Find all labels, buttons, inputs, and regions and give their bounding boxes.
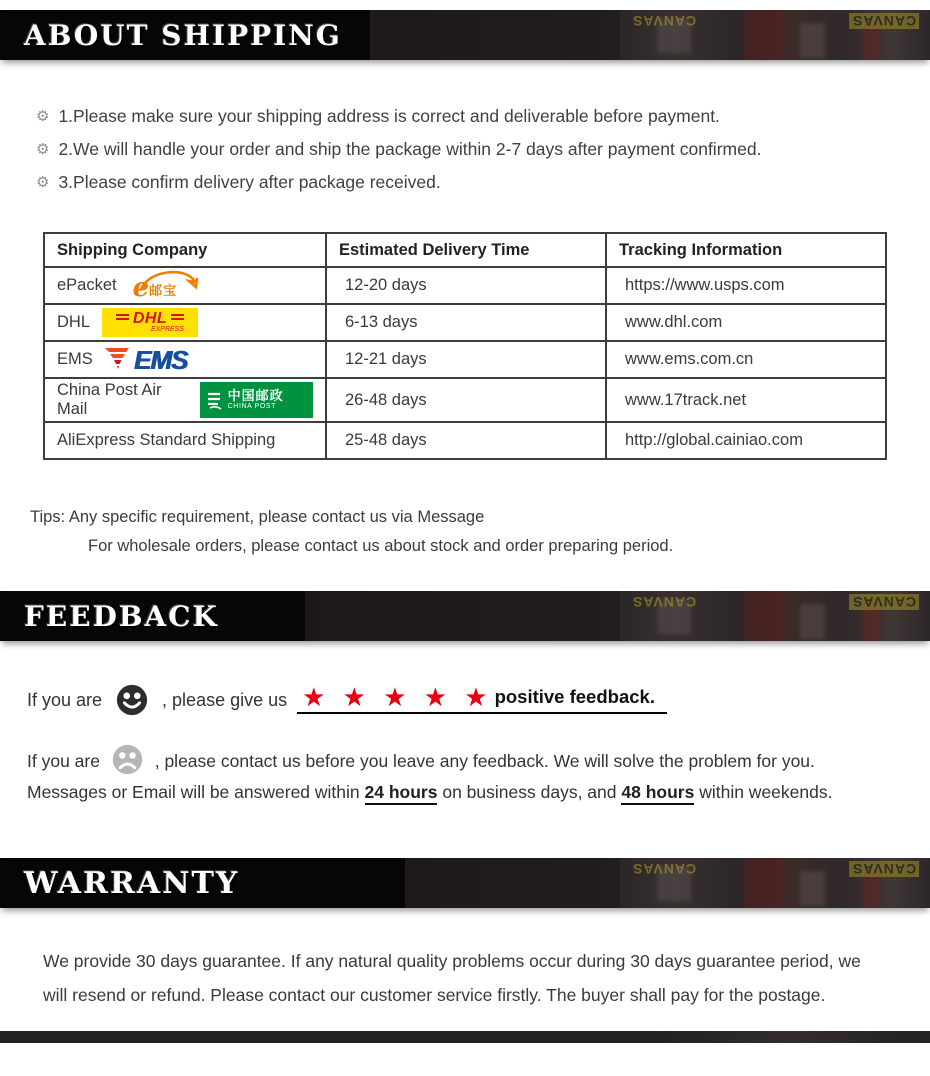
collage-texture <box>862 873 881 908</box>
shipping-table <box>43 232 887 460</box>
epacket-logo: e 邮宝 <box>129 271 199 301</box>
feedback-prefix: If you are <box>27 751 100 771</box>
list-item <box>36 139 930 160</box>
column-header-company: Shipping Company <box>44 233 326 267</box>
collage-texture <box>862 606 881 641</box>
banner-collage <box>620 591 930 641</box>
shipping-note-text: 2.We will handle your order and ship the package within 2-7 days after payment confirmed. <box>58 139 762 159</box>
tracking-url: www.17track.net <box>606 378 886 422</box>
collage-canvas-text: CANVAS <box>632 861 697 877</box>
hours-48-highlight: 48 hours <box>621 782 694 805</box>
positive-feedback-line <box>27 683 930 717</box>
company-name: DHL <box>57 313 91 331</box>
positive-feedback-label: positive feedback. <box>494 686 655 707</box>
company-name: EMS <box>57 350 93 368</box>
collage-texture <box>800 604 825 639</box>
section-title-shipping: ABOUT SHIPPING <box>24 18 342 52</box>
collage-texture <box>744 858 784 908</box>
shipping-note-text: 3.Please confirm delivery after package received. <box>58 172 441 192</box>
tips-line: For wholesale orders, please contact us about stock and order preparing period. <box>88 537 674 555</box>
collage-canvas-text: CANVAS <box>632 594 697 610</box>
gear-bullet-icon: ⚙ <box>36 108 50 125</box>
five-stars-icon: ★ ★ ★ ★ ★ <box>302 682 493 712</box>
feedback-mid-text: , please give us <box>162 689 288 710</box>
collage-texture <box>744 10 784 60</box>
tips-line: Tips: Any specific requirement, please contact us via Message <box>30 508 485 526</box>
hours-24-highlight: 24 hours <box>365 782 438 805</box>
gear-bullet-icon: ⚙ <box>36 174 50 191</box>
column-header-tracking: Tracking Information <box>606 233 886 267</box>
tracking-url: www.ems.com.cn <box>606 341 886 378</box>
tracking-url: https://www.usps.com <box>606 267 886 304</box>
collage-canvas-text: CANVAS <box>632 13 697 29</box>
rating-underline-group <box>297 682 667 714</box>
about-shipping-banner <box>0 10 930 60</box>
next-banner-strip <box>0 1031 930 1043</box>
gear-bullet-icon: ⚙ <box>36 141 50 158</box>
happy-face-icon <box>115 683 149 717</box>
feedback-prefix: If you are <box>27 689 103 710</box>
shipping-notes-list <box>36 106 930 193</box>
feedback-banner <box>0 591 930 641</box>
collage-canvas-text: CANVAS <box>849 594 919 610</box>
collage-texture <box>744 591 784 641</box>
warranty-banner <box>0 858 930 908</box>
company-name: AliExpress Standard Shipping <box>57 431 276 449</box>
banner-collage <box>620 858 930 908</box>
china-post-emblem-icon <box>207 390 222 410</box>
collage-canvas-text: CANVAS <box>849 13 919 29</box>
ems-logo: EMS <box>105 347 187 373</box>
delivery-time: 12-20 days <box>326 267 606 304</box>
banner-label-box <box>0 858 405 908</box>
table-row <box>44 267 886 304</box>
company-name: China Post Air Mail <box>57 381 162 418</box>
list-item <box>36 172 930 193</box>
tracking-url: http://global.cainiao.com <box>606 422 886 459</box>
response-time-text: Messages or Email will be answered within <box>27 782 360 802</box>
negative-feedback-paragraph <box>27 743 923 808</box>
warranty-paragraph: We provide 30 days guarantee. If any natural quality problems occur during 30 days guarantee period, we will resend or refund. Please contact our customer service firstly. The buyer shall pay for the postage. <box>43 951 861 1005</box>
collage-texture <box>800 23 825 58</box>
table-header-row <box>44 233 886 267</box>
delivery-time: 12-21 days <box>326 341 606 378</box>
collage-texture <box>862 25 881 60</box>
dhl-logo: DHL EXPRESS <box>102 308 198 337</box>
delivery-time: 26-48 days <box>326 378 606 422</box>
tracking-url: www.dhl.com <box>606 304 886 341</box>
collage-canvas-text: CANVAS <box>849 861 919 877</box>
table-row <box>44 304 886 341</box>
banner-label-box <box>0 591 305 641</box>
collage-texture <box>800 871 825 906</box>
column-header-delivery: Estimated Delivery Time <box>326 233 606 267</box>
banner-collage <box>620 10 930 60</box>
response-time-text: on business days, and <box>442 782 617 802</box>
epacket-swoosh-icon <box>137 268 199 294</box>
ems-stripes-icon <box>105 347 131 373</box>
section-title-feedback: FEEDBACK <box>24 599 219 633</box>
negative-feedback-text: , please contact us before you leave any feedback. We will solve the problem for you. <box>154 751 815 771</box>
sad-face-icon <box>111 743 144 776</box>
delivery-time: 25-48 days <box>326 422 606 459</box>
shipping-note-text: 1.Please make sure your shipping address is correct and deliverable before payment. <box>58 106 720 126</box>
table-row <box>44 341 886 378</box>
section-title-warranty: WARRANTY <box>24 865 240 901</box>
table-row <box>44 422 886 459</box>
company-name: ePacket <box>57 276 117 294</box>
china-post-logo: 中国邮政 CHINA POST <box>200 382 313 418</box>
shipping-tips <box>30 508 930 556</box>
delivery-time: 6-13 days <box>326 304 606 341</box>
response-time-text: within weekends. <box>699 782 833 802</box>
table-row <box>44 378 886 422</box>
banner-label-box <box>0 10 370 60</box>
list-item <box>36 106 930 127</box>
